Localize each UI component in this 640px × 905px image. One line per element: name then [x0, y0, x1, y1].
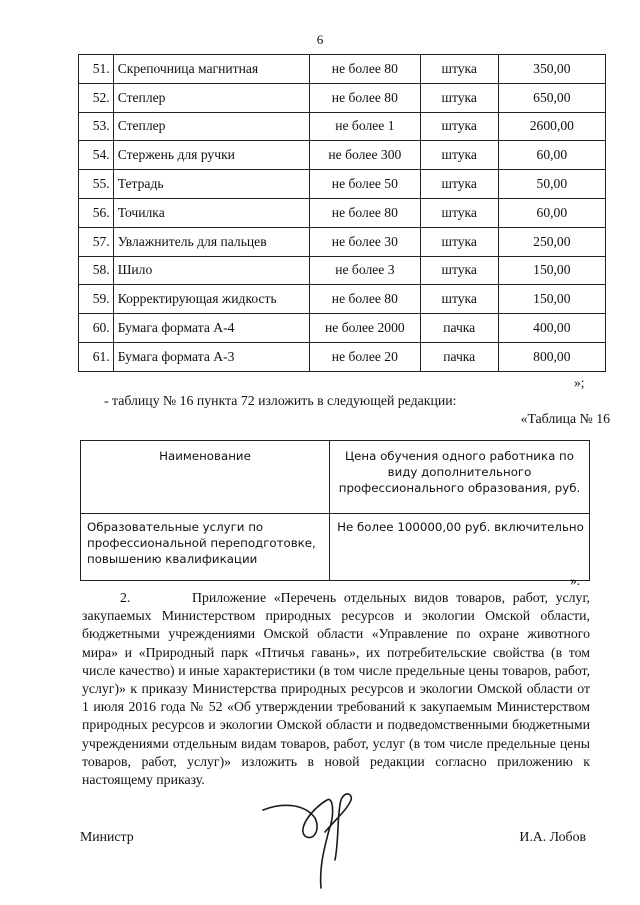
paragraph-text: Приложение «Перечень отдельных видов товаров, работ, услуг, закупаемых Министерством природных ресурсов и экологии Омской области, бюджетными учреждениями Омской области «Управление по охране животного мира» и «Природный парк «Птичья гавань», их потребительские свойства (в том числе качество) и иные характеристики (в том числе предельные цены товаров, работ, услуг)» к приказу Министерства природных ресурсов и экологии Омской области от 1 июля 2016 года № 52 «Об утверждении требований к закупаемым Министерством природных ресурсов и экологии Омской области и подведомственными бюджетными учреждениями отдельным видам товаров, работ, услуг (в том числе предельные цены товаров, работ, услуг)» изложить в новой редакции согласно приложению к настоящему приказу. — [82, 590, 590, 788]
item-quantity: не более 80 — [309, 55, 420, 84]
item-price: 250,00 — [498, 227, 605, 256]
item-quantity: не более 1 — [309, 112, 420, 141]
item-price: 50,00 — [498, 170, 605, 199]
item-name: Скрепочница магнитная — [113, 55, 309, 84]
item-unit: штука — [420, 141, 498, 170]
item-price: 800,00 — [498, 342, 605, 371]
item-unit: штука — [420, 170, 498, 199]
row-number: 53. — [79, 112, 114, 141]
services-table — [80, 440, 590, 581]
item-price: 150,00 — [498, 256, 605, 285]
row-number: 52. — [79, 83, 114, 112]
item-quantity: не более 300 — [309, 141, 420, 170]
table-row — [79, 314, 606, 343]
item-name: Степлер — [113, 112, 309, 141]
item-quantity: не более 80 — [309, 83, 420, 112]
item-quantity: не более 80 — [309, 198, 420, 227]
paragraph-number: 2. — [120, 590, 131, 605]
row-number: 54. — [79, 141, 114, 170]
item-unit: штука — [420, 55, 498, 84]
row-number: 51. — [79, 55, 114, 84]
item-unit: штука — [420, 83, 498, 112]
instruction-text: - таблицу № 16 пункта 72 изложить в следующей редакции: — [104, 393, 457, 408]
item-price: 60,00 — [498, 141, 605, 170]
item-name: Корректирующая жидкость — [113, 285, 309, 314]
item-name: Шило — [113, 256, 309, 285]
table-row — [79, 170, 606, 199]
item-price: 60,00 — [498, 198, 605, 227]
items-table — [78, 54, 606, 372]
item-name: Степлер — [113, 83, 309, 112]
item-quantity: не более 20 — [309, 342, 420, 371]
item-quantity: не более 50 — [309, 170, 420, 199]
item-unit: пачка — [420, 342, 498, 371]
item-unit: штука — [420, 112, 498, 141]
item-name: Тетрадь — [113, 170, 309, 199]
item-name: Точилка — [113, 198, 309, 227]
item-name: Стержень для ручки — [113, 141, 309, 170]
row-number: 59. — [79, 285, 114, 314]
table-row — [79, 256, 606, 285]
item-quantity: не более 80 — [309, 285, 420, 314]
item-price: 350,00 — [498, 55, 605, 84]
item-name: Бумага формата А-3 — [113, 342, 309, 371]
item-price: 2600,00 — [498, 112, 605, 141]
item-quantity: не более 2000 — [309, 314, 420, 343]
item-unit: штука — [420, 198, 498, 227]
row-number: 60. — [79, 314, 114, 343]
services-table-closing-mark: ». — [570, 573, 581, 588]
paragraph-2 — [82, 589, 590, 789]
row-number: 57. — [79, 227, 114, 256]
row-number: 58. — [79, 256, 114, 285]
row-number: 55. — [79, 170, 114, 199]
signature-icon — [255, 770, 385, 900]
table-row — [79, 342, 606, 371]
item-quantity: не более 30 — [309, 227, 420, 256]
table-row — [79, 198, 606, 227]
items-table-closing-mark: »; — [574, 375, 585, 390]
services-row-name: Образовательные услуги по профессиональной переподготовке, повышению квалификации — [81, 514, 330, 581]
item-unit: штука — [420, 285, 498, 314]
item-name: Бумага формата А-4 — [113, 314, 309, 343]
services-data-row — [81, 514, 590, 581]
item-unit: штука — [420, 256, 498, 285]
item-quantity: не более 3 — [309, 256, 420, 285]
item-name: Увлажнитель для пальцев — [113, 227, 309, 256]
item-unit: штука — [420, 227, 498, 256]
services-header-name: Наименование — [81, 441, 330, 514]
signer-name: И.А. Лобов — [519, 829, 586, 844]
row-number: 56. — [79, 198, 114, 227]
table-row — [79, 112, 606, 141]
services-header-price: Цена обучения одного работника по виду дополнительного профессионального образования, руб. — [330, 441, 590, 514]
item-price: 650,00 — [498, 83, 605, 112]
row-number: 61. — [79, 342, 114, 371]
services-row-price: Не более 100000,00 руб. включительно — [330, 514, 590, 581]
item-price: 150,00 — [498, 285, 605, 314]
minister-title: Министр — [80, 829, 134, 844]
table-row — [79, 55, 606, 84]
table-label: «Таблица № 16 — [520, 411, 610, 426]
table-row — [79, 141, 606, 170]
item-price: 400,00 — [498, 314, 605, 343]
table-row — [79, 285, 606, 314]
table-row — [79, 227, 606, 256]
item-unit: пачка — [420, 314, 498, 343]
page-number: 6 — [316, 32, 324, 47]
services-header-row — [81, 441, 590, 514]
table-row — [79, 83, 606, 112]
